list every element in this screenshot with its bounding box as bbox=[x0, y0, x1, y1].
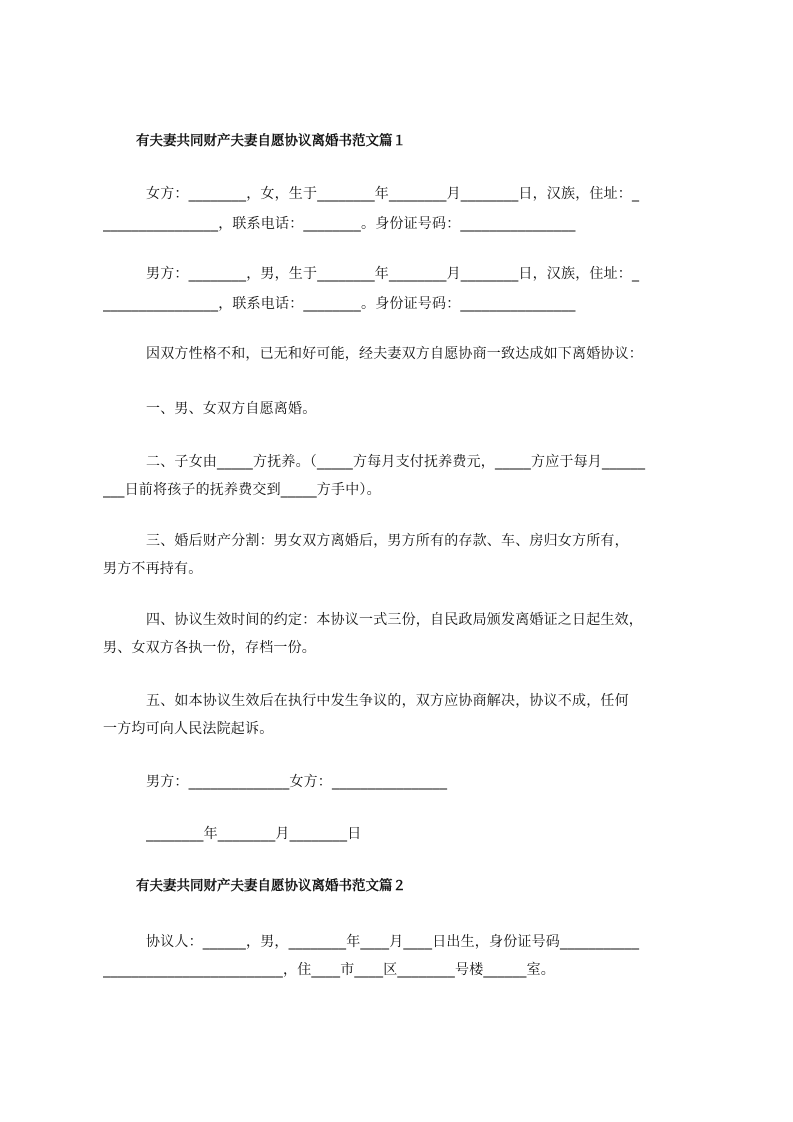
female-info-line-2: ________________，联系电话：________。身份证号码：________________ bbox=[103, 216, 576, 232]
agreement-intro: 因双方性格不和，已无和好可能，经夫妻双方自愿协商一致达成如下离婚协议： bbox=[146, 346, 643, 362]
clause-2-line-2: ___日前将孩子的抚养费交到_____方手中）。 bbox=[103, 482, 381, 498]
female-info-line-1: 女方：________，女，生于________年________月________日，汉族，住址：_ bbox=[146, 186, 640, 202]
party-info-line-1: 协议人：______，男，________年____月____日出生，身份证号码___________ bbox=[146, 934, 640, 950]
party-info-line-2: _________________________，住____市____区________号楼______室。 bbox=[103, 962, 555, 978]
male-info-line-1: 男方：________，男，生于________年________月________日，汉族，住址：_ bbox=[146, 266, 640, 282]
clause-4-line-1: 四、协议生效时间的约定：本协议一式三份，自民政局颁发离婚证之日起生效， bbox=[146, 612, 643, 628]
clause-4-line-2: 男、女双方各执一份，存档一份。 bbox=[103, 640, 316, 656]
clause-5-line-1: 五、如本协议生效后在执行中发生争议的，双方应协商解决，协议不成，任何 bbox=[146, 693, 629, 709]
signature-line: 男方：______________女方：________________ bbox=[146, 774, 448, 790]
clause-3-line-2: 男方不再持有。 bbox=[103, 561, 203, 577]
clause-1: 一、男、女双方自愿离婚。 bbox=[146, 401, 317, 417]
clause-5-line-2: 一方均可向人民法院起诉。 bbox=[103, 721, 274, 737]
article-2-title: 有夫妻共同财产夫妻自愿协议离婚书范文篇２ bbox=[136, 878, 406, 894]
article-1-title: 有夫妻共同财产夫妻自愿协议离婚书范文篇１ bbox=[136, 133, 406, 149]
date-line: ________年________月________日 bbox=[146, 826, 362, 842]
male-info-line-2: ________________，联系电话：________。身份证号码：________________ bbox=[103, 296, 576, 312]
clause-2-line-1: 二、子女由_____方抚养。（_____方每月支付抚养费元，_____方应于每月______ bbox=[146, 454, 646, 470]
clause-3-line-1: 三、婚后财产分割：男女双方离婚后，男方所有的存款、车、房归女方所有， bbox=[146, 533, 629, 549]
